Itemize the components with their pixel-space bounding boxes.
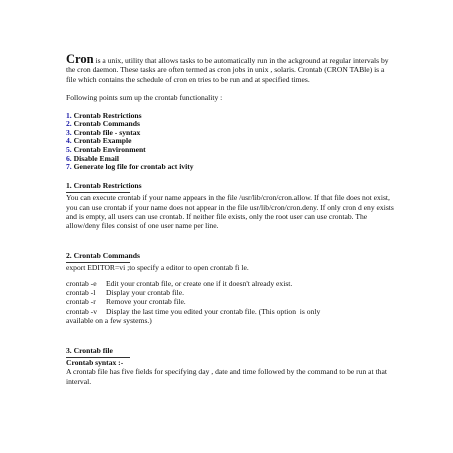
toc-number: 6. bbox=[66, 153, 72, 163]
command-row bbox=[66, 307, 396, 316]
command-desc: Display your crontab file. bbox=[106, 288, 185, 298]
toc-list bbox=[66, 112, 396, 172]
toc-number: 2. bbox=[66, 119, 72, 129]
document-page bbox=[66, 54, 396, 386]
toc-label: Crontab Environment bbox=[73, 145, 146, 154]
syntax-label: Crontab syntax :- bbox=[66, 358, 124, 368]
command-key: crontab -r bbox=[66, 297, 96, 307]
command-row bbox=[66, 297, 396, 306]
section-crontab-file bbox=[66, 346, 396, 387]
toc-label: Crontab Restrictions bbox=[73, 110, 142, 120]
section-restrictions bbox=[66, 181, 396, 231]
command-desc: Display the last time you edited your crontab file. (This option is only bbox=[106, 306, 321, 316]
command-desc: Remove your crontab file. bbox=[106, 297, 186, 307]
command-row bbox=[66, 288, 396, 297]
summary-line: Following points sum up the crontab functionality : bbox=[66, 93, 223, 103]
toc-label: Crontab file - syntax bbox=[73, 127, 141, 137]
section-body: A crontab file has five fields for specifying day , date and time followed by the command to be run at that interval. bbox=[66, 367, 387, 386]
intro-text: is a unix, utility that allows tasks to be automatically run in the ackground at regular intervals by the cron daemon. These tasks are often termed as cron jobs in unix , solaris. Crontab (CRON TABle) is a file which contains the schedule of cron en tries to be run and at specified times. bbox=[66, 56, 389, 84]
command-key: crontab -l bbox=[66, 288, 96, 298]
export-line: export EDITOR=vi ;to specify a editor to open crontab fi le. bbox=[66, 263, 249, 273]
toc-item bbox=[66, 163, 396, 172]
toc-label: Crontab Example bbox=[73, 136, 132, 146]
intro-title: Cron bbox=[66, 52, 94, 66]
toc-number: 3. bbox=[66, 127, 72, 137]
command-key: crontab -e bbox=[66, 278, 97, 288]
section-title: 2. Crontab Commands bbox=[66, 250, 140, 260]
toc-number: 1. bbox=[66, 110, 72, 120]
section-title: 1. Crontab Restrictions bbox=[66, 180, 142, 190]
toc-label: Crontab Commands bbox=[73, 119, 140, 129]
toc-label: Generate log file for crontab act ivity bbox=[73, 162, 194, 172]
toc-number: 7. bbox=[66, 162, 72, 172]
toc-number: 4. bbox=[66, 136, 72, 146]
command-desc: Edit your crontab file, or create one if it doesn't already exist. bbox=[106, 278, 293, 288]
intro-paragraph bbox=[66, 54, 396, 84]
toc-label: Disable Email bbox=[73, 153, 119, 163]
toc-number: 5. bbox=[66, 145, 72, 154]
section-body: You can execute crontab if your name appears in the file /usr/lib/cron/cron.allow. If that file does not exist, you can use crontab if your name does not appear in the file usr/lib/cron/cron.deny. If only cron d eny exists and is empty, all users can use crontab. If neither file exists, only the root user can use crontab. The allow/deny files consist of one user name per line. bbox=[66, 193, 394, 231]
command-row bbox=[66, 279, 396, 288]
command-key: crontab -v bbox=[66, 306, 97, 316]
command-continuation: available on a few systems.) bbox=[66, 316, 152, 326]
section-commands bbox=[66, 251, 396, 326]
section-title: 3. Crontab file bbox=[66, 345, 113, 355]
